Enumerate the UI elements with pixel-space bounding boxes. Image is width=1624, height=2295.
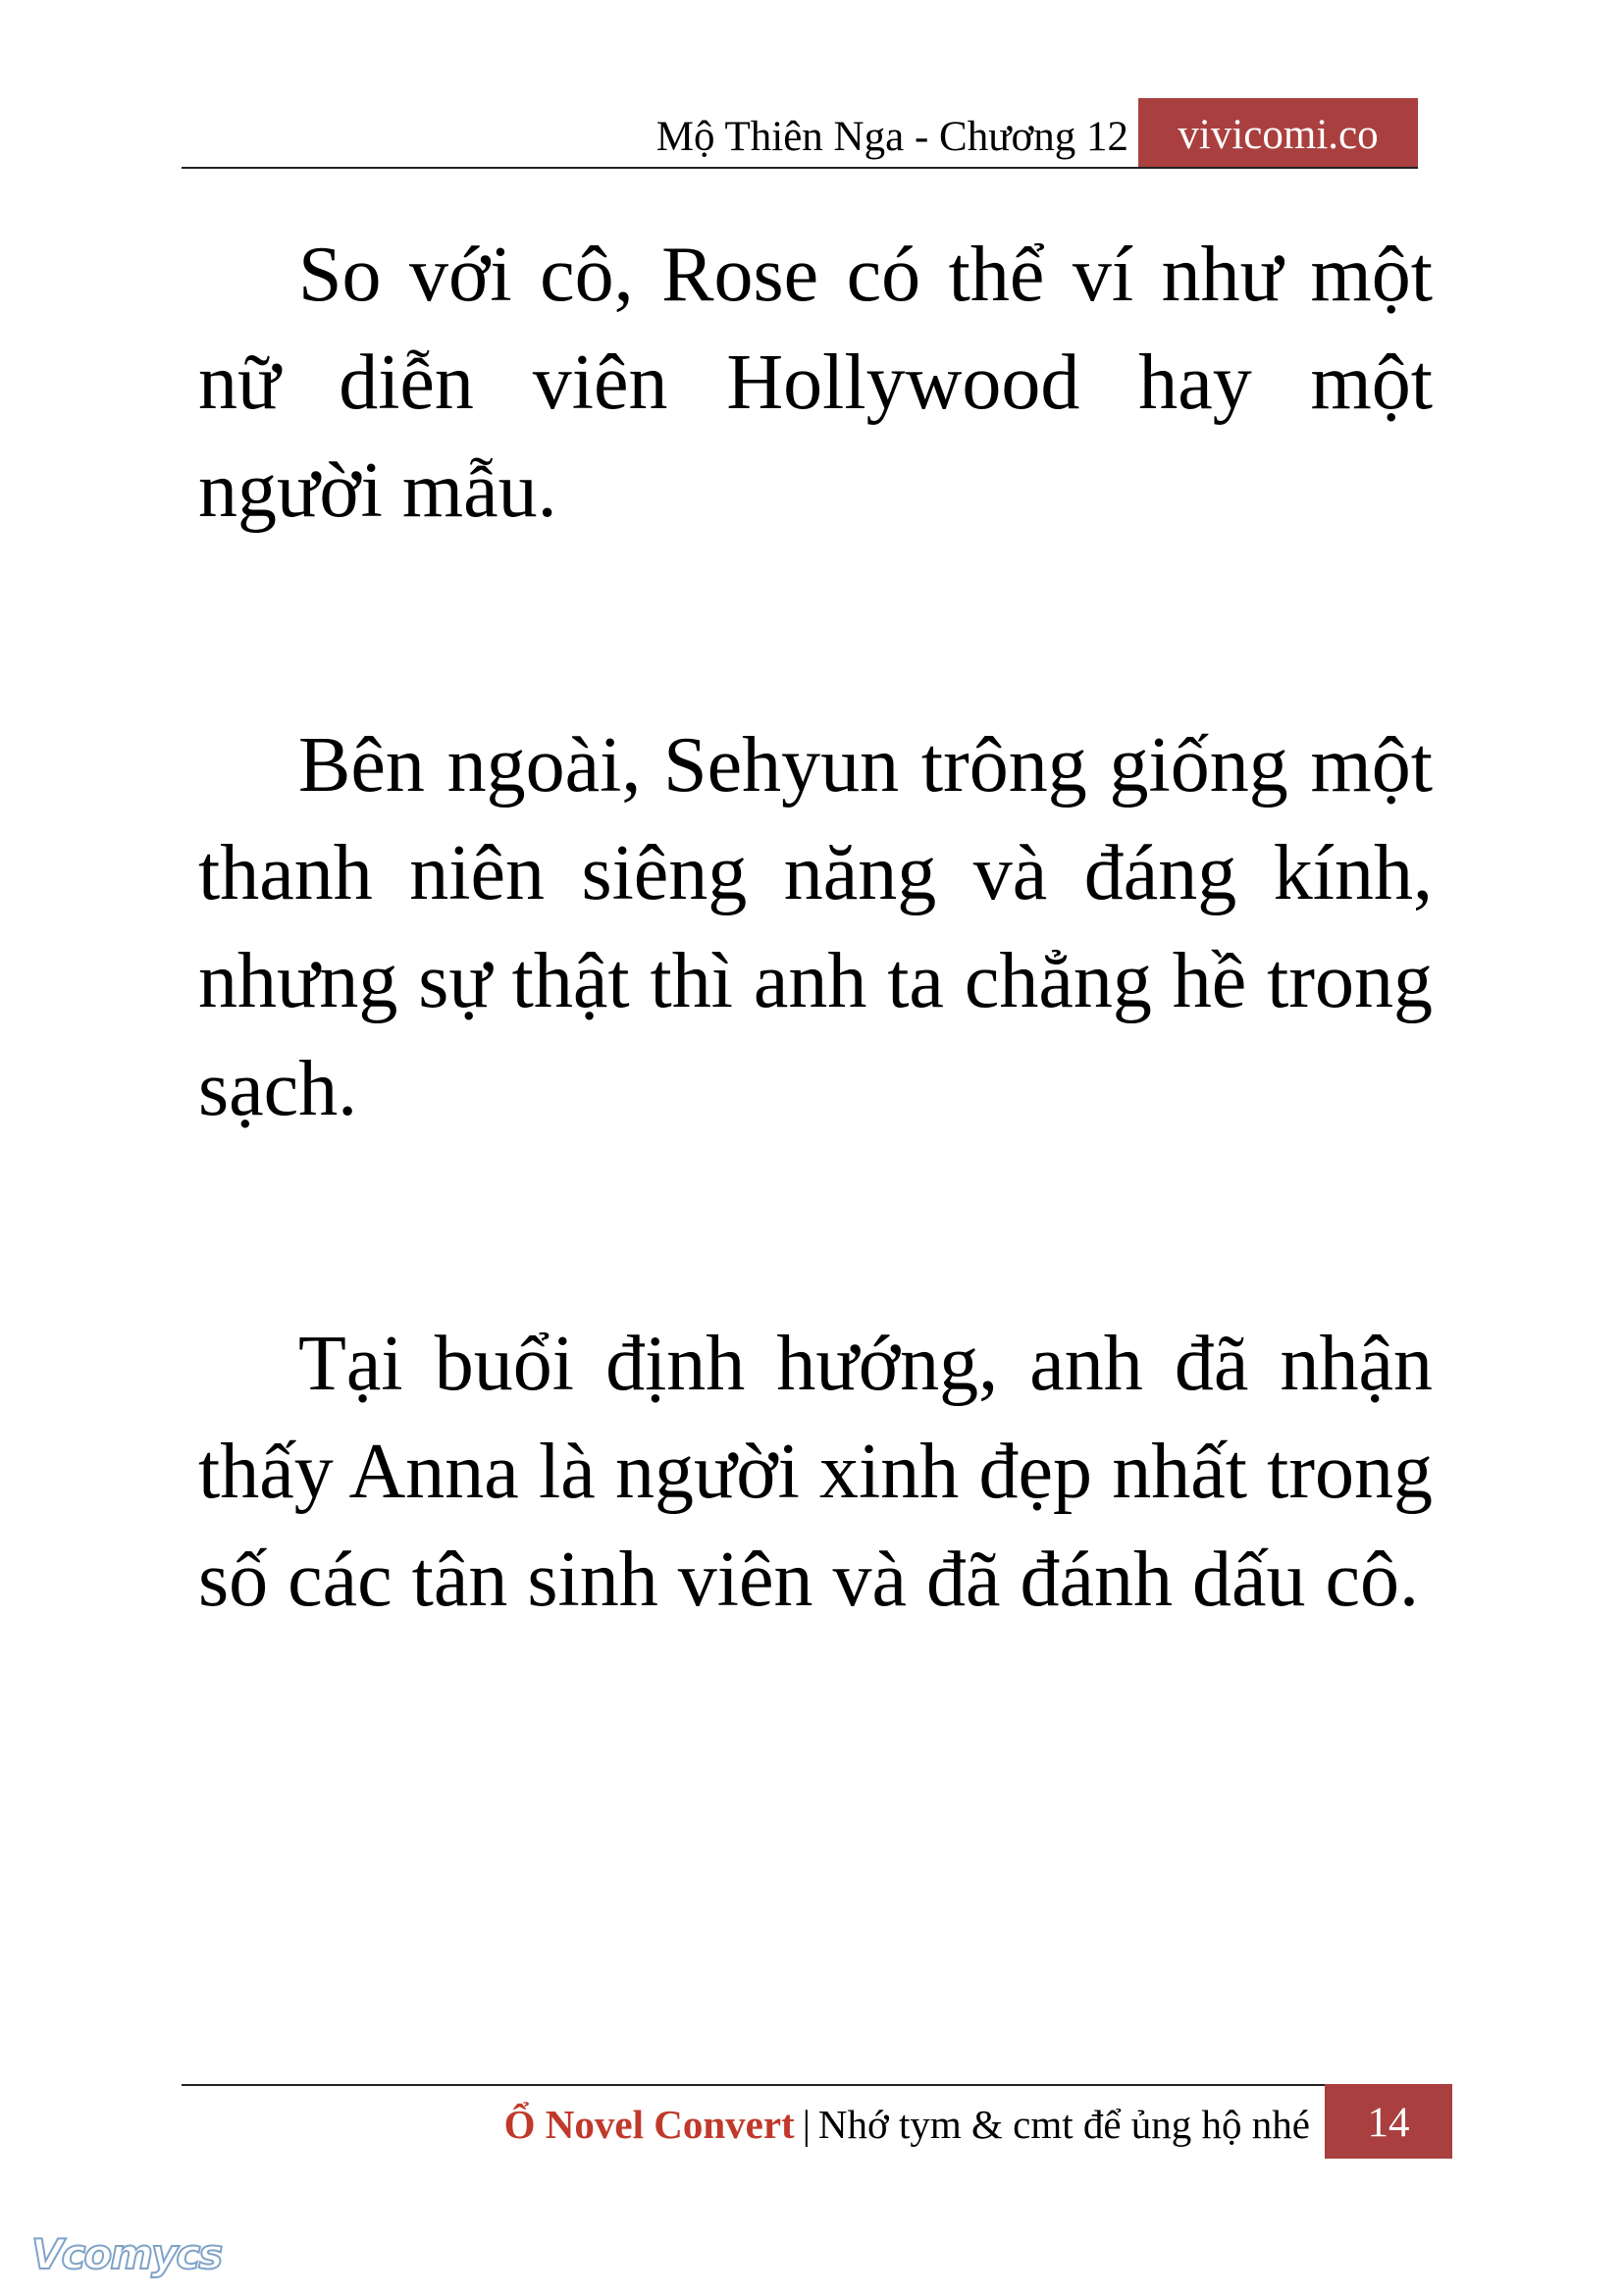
header-divider — [182, 167, 1418, 169]
footer-note: Nhớ tym & cmt để ủng hộ nhé — [817, 2102, 1310, 2147]
paragraph: Tại buổi định hướng, anh đã nhận thấy Anna là người xinh đẹp nhất trong số các tân sinh viên và đã đánh dấu cô. — [198, 1321, 1433, 1623]
page-header — [182, 98, 1418, 169]
page-footer — [182, 2084, 1452, 2159]
page-number: 14 — [1325, 2084, 1452, 2159]
footer-credit — [504, 2094, 1310, 2155]
footer-divider — [182, 2084, 1325, 2086]
watermark-text: Vcomycs — [31, 2230, 222, 2278]
paragraph: Bên ngoài, Sehyun trông giống một thanh niên siêng năng và đáng kính, nhưng sự thật thì anh ta chẳng hề trong sạch. — [198, 722, 1433, 1132]
paragraph: So với cô, Rose có thể ví như một nữ diễn viên Hollywood hay một người mẫu. — [198, 232, 1433, 534]
footer-separator: | — [802, 2102, 811, 2147]
watermark-logo — [27, 2225, 253, 2284]
footer-brand: Ổ Novel Convert — [503, 2102, 795, 2147]
chapter-title: Mộ Thiên Nga - Chương 12 — [655, 114, 1128, 160]
chapter-body — [198, 221, 1433, 1634]
site-badge: vivicomi.co — [1138, 98, 1418, 169]
